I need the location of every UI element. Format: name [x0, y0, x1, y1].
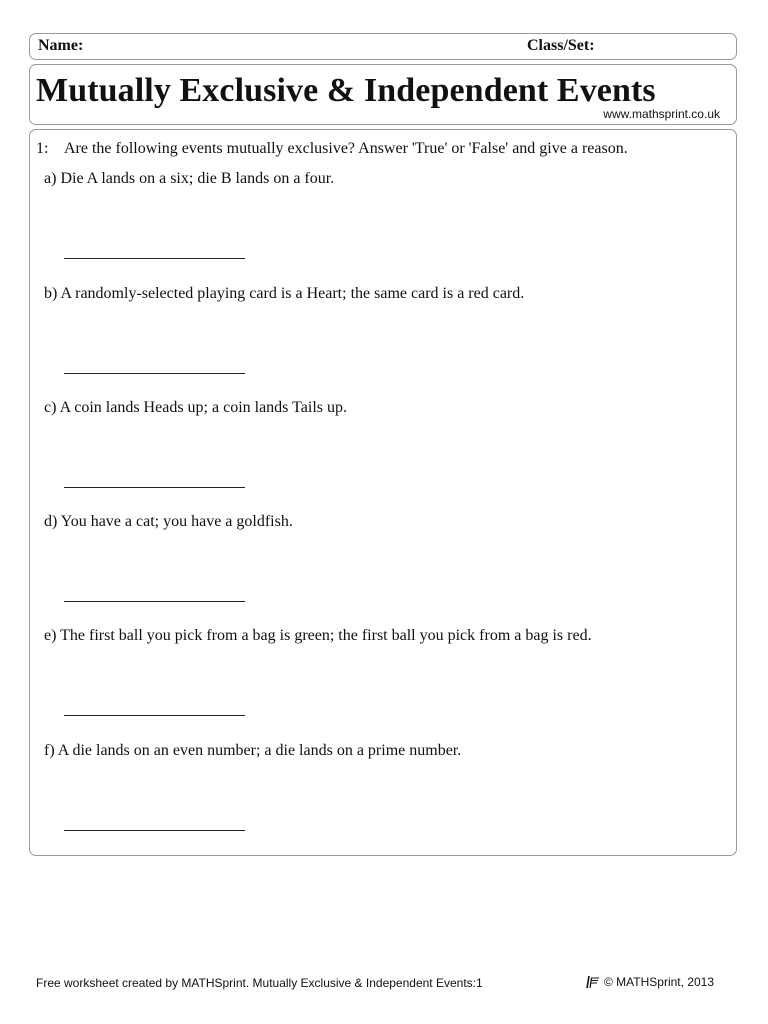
question-part-f [30, 742, 730, 856]
worksheet-title: Mutually Exclusive & Independent Events [36, 72, 656, 109]
name-class-box [29, 33, 737, 60]
answer-line[interactable] [64, 715, 245, 716]
answer-line[interactable] [64, 601, 245, 602]
question-part-a [30, 170, 730, 284]
part-letter: a) [44, 170, 57, 187]
part-text [44, 285, 524, 303]
question-box [29, 129, 737, 856]
answer-line[interactable] [64, 830, 245, 831]
part-statement: A die lands on an even number; a die lands on a prime number. [57, 742, 462, 759]
part-statement: A coin lands Heads up; a coin lands Tails up. [59, 399, 347, 416]
answer-line[interactable] [64, 487, 245, 488]
part-letter: d) [44, 513, 58, 530]
question-number: 1: [36, 140, 49, 157]
question-part-d [30, 513, 730, 627]
answer-line[interactable] [64, 373, 245, 374]
part-text [44, 627, 592, 645]
question-prompt [36, 140, 628, 158]
part-statement: A randomly-selected playing card is a Heart; the same card is a red card. [60, 285, 525, 302]
class-set-label: Class/Set: [527, 37, 595, 54]
part-letter: e) [44, 627, 57, 644]
title-box [29, 64, 737, 125]
footer-copyright-group [584, 975, 714, 989]
footer-credit: Free worksheet created by MATHSprint. Mutually Exclusive & Independent Events:1 [36, 976, 483, 990]
question-text: Are the following events mutually exclusive? Answer 'True' or 'False' and give a reason. [64, 140, 628, 157]
footer-copyright: © MATHSprint, 2013 [604, 975, 714, 989]
question-part-e [30, 627, 730, 741]
mathsprint-logo-icon [584, 975, 600, 989]
name-label: Name: [38, 37, 84, 54]
part-letter: b) [44, 285, 58, 302]
part-text [44, 513, 293, 531]
site-url: www.mathsprint.co.uk [603, 107, 720, 121]
part-letter: c) [44, 399, 57, 416]
part-text [44, 399, 347, 417]
part-statement: You have a cat; you have a goldfish. [60, 513, 293, 530]
part-statement: Die A lands on a six; die B lands on a four. [60, 170, 335, 187]
part-text [44, 170, 334, 188]
part-letter: f) [44, 742, 55, 759]
part-statement: The first ball you pick from a bag is green; the first ball you pick from a bag is red. [60, 627, 592, 644]
part-text [44, 742, 461, 760]
answer-line[interactable] [64, 258, 245, 259]
question-part-c [30, 399, 730, 513]
question-part-b [30, 285, 730, 399]
